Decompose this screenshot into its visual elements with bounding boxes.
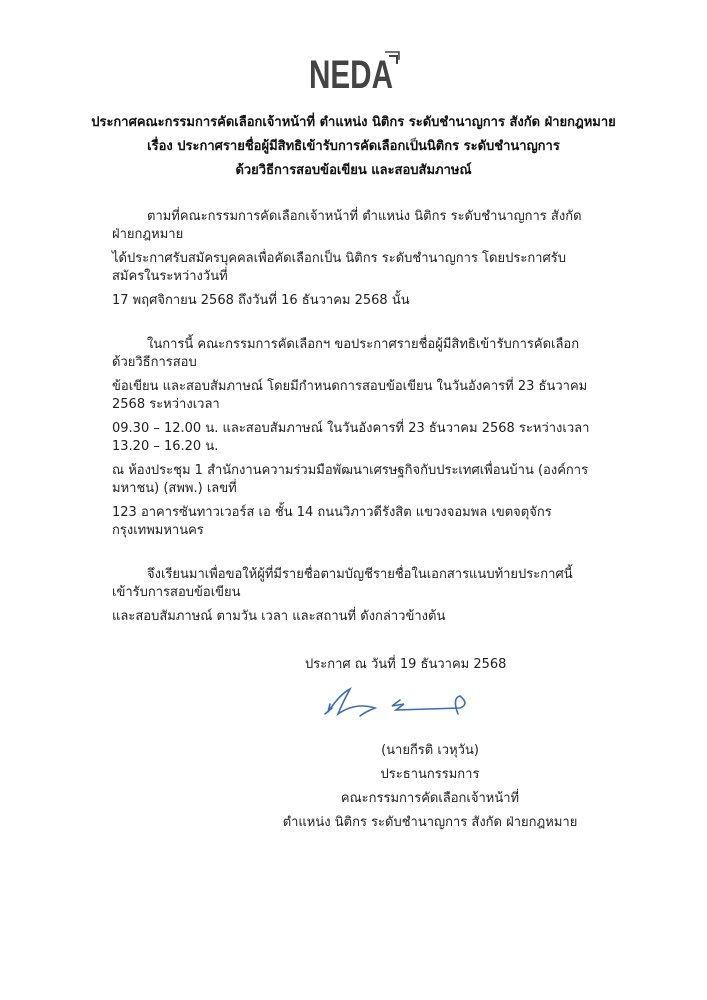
para2-line-1: ในการนี้ คณะกรรมการคัดเลือกฯ ขอประกาศรายชื่อผู้มีสิทธิเข้ารับการคัดเลือก ด้วยวิธีการสอบ: [112, 337, 580, 370]
signatory-committee: คณะกรรมการคัดเลือกเจ้าหน้าที่: [340, 791, 520, 806]
paragraph-1: [112, 208, 595, 310]
para1-line-2: ได้ประกาศรับสมัครบุคคลเพื่อคัดเลือกเป็น นิติกร ระดับชำนาญการ โดยประกาศรับสมัครในระหว่างวันที่: [112, 251, 566, 284]
para2-line-2: ข้อเขียน และสอบสัมภาษณ์ โดยมีกำหนดการสอบข้อเขียน ในวันอังคารที่ 23 ธันวาคม 2568 ระหว่างเวลา: [112, 379, 588, 412]
signatory-block: [250, 742, 610, 832]
para3-line-1: จึงเรียนมาเพื่อขอให้ผู้ที่มีรายชื่อตามบัญชีรายชื่อในเอกสารแนบท้ายประกาศนี้ เข้ารับการสอบข้อเขียน: [112, 567, 573, 600]
paragraph-2: [112, 336, 595, 540]
announcement-date: ประกาศ ณ วันที่ 19 ธันวาคม 2568: [305, 657, 507, 672]
signatory-role: ประธานกรรมการ: [380, 767, 480, 782]
signature: [320, 684, 470, 724]
neda-logo: [308, 52, 399, 97]
paragraph-3: [112, 566, 595, 626]
signatory-position: ตำแหน่ง นิติกร ระดับชำนาญการ สังกัด ฝ่ายกฎหมาย: [282, 815, 578, 830]
document-title: [44, 114, 664, 180]
para2-line-5: 123 อาคารซันทาวเวอร์ส เอ ชั้น 14 ถนนวิภาวดีรังสิต แขวงจอมพล เขตจตุจักร กรุงเทพมหานคร: [112, 505, 552, 538]
title-line-2: เรื่อง ประกาศรายชื่อผู้มีสิทธิเข้ารับการคัดเลือกเป็นนิติกร ระดับชำนาญการ: [147, 139, 560, 154]
para3-line-2: และสอบสัมภาษณ์ ตามวัน เวลา และสถานที่ ดังกล่าวข้างต้น: [112, 609, 446, 624]
para2-line-3: 09.30 – 12.00 น. และสอบสัมภาษณ์ ในวันอังคารที่ 23 ธันวาคม 2568 ระหว่างเวลา 13.20 – 16.20 น.: [112, 421, 590, 454]
svg-text:NEDA: NEDA: [308, 53, 393, 97]
title-line-3: ด้วยวิธีการสอบข้อเขียน และสอบสัมภาษณ์: [235, 163, 472, 178]
para1-line-1: ตามที่คณะกรรมการคัดเลือกเจ้าหน้าที่ ตำแหน่ง นิติกร ระดับชำนาญการ สังกัด ฝ่ายกฎหมาย: [112, 209, 582, 242]
logo-area: [0, 52, 707, 97]
signatory-name: (นายกีรติ เวหุวัน): [381, 743, 479, 758]
signature-area: [320, 684, 707, 732]
title-line-1: ประกาศคณะกรรมการคัดเลือกเจ้าหน้าที่ ตำแหน่ง นิติกร ระดับชำนาญการ สังกัด ฝ่ายกฎหมาย: [91, 115, 616, 130]
para2-line-4: ณ ห้องประชุม 1 สำนักงานความร่วมมือพัฒนาเศรษฐกิจกับประเทศเพื่อนบ้าน (องค์การมหาชน) (สพพ.) เลขที่: [112, 463, 589, 496]
para1-line-3: 17 พฤศจิกายน 2568 ถึงวันที่ 16 ธันวาคม 2568 นั้น: [112, 293, 410, 308]
